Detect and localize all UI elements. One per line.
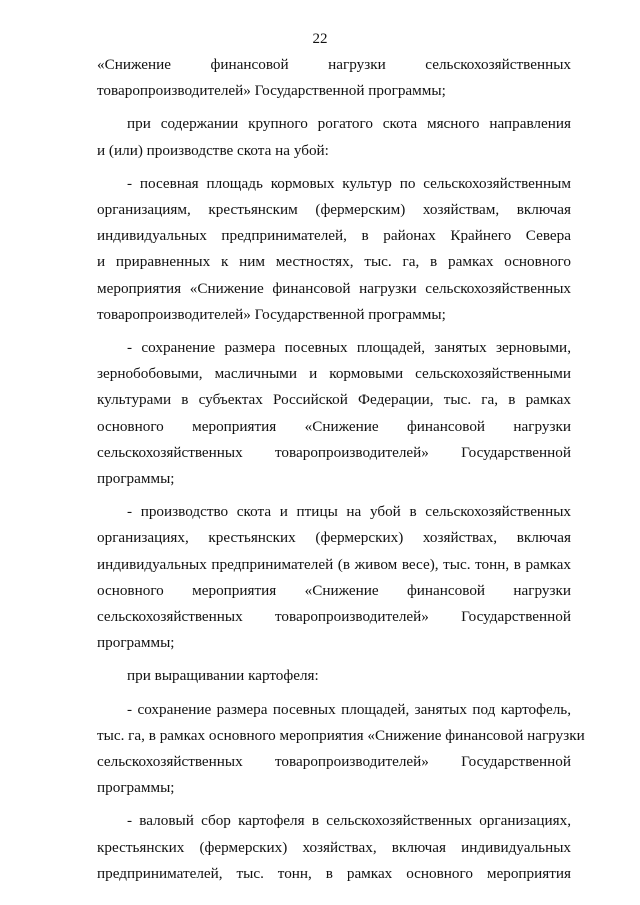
text-line: программы; [97,470,175,488]
paragraph-gap [97,164,571,171]
text-line: культурами в субъектах Российской Федерации, тыс. га, в рамках [97,391,571,409]
text-line: крестьянских (фермерских) хозяйствах, включая индивидуальных [97,838,571,856]
text-line: товаропроизводителей» Государственной программы; [97,82,446,100]
text-line: - сохранение размера посевных площадей, занятых зерновыми, [127,339,571,357]
paragraph-gap [97,492,571,499]
text-line: при содержании крупного рогатого скота мясного направления [127,115,571,133]
text-line: и (или) производстве скота на убой: [97,141,329,159]
paragraph-gap [97,801,571,808]
text-line: основного мероприятия «Снижение финансовой нагрузки [97,417,571,435]
text-line: тыс. га, в рамках основного мероприятия «Снижение финансовой нагрузки [97,726,585,744]
paragraph-gap [97,656,571,663]
text-line: сельскохозяйственных товаропроизводителей» Государственной [97,608,571,626]
document-body [97,52,585,887]
paragraph [97,697,585,802]
paragraph-gap [97,104,571,111]
text-line: организациях, крестьянских (фермерских) хозяйствах, включая [97,529,571,547]
paragraph-gap [97,328,571,335]
text-line: программы; [97,634,175,652]
text-line: «Снижение финансовой нагрузки сельскохозяйственных [97,56,571,73]
text-line: зернобобовыми, масличными и кормовыми сельскохозяйственными [97,365,571,383]
text-line: предпринимателей, тыс. тонн, в рамках основного мероприятия [97,864,571,882]
paragraph [97,808,571,887]
text-line: - сохранение размера посевных площадей, занятых под картофель, [127,700,571,718]
text-line: сельскохозяйственных товаропроизводителей» Государственной [97,753,571,771]
paragraph [97,499,571,656]
text-line: программы; [97,779,175,797]
paragraph [97,171,571,328]
paragraph [97,111,571,163]
text-line: сельскохозяйственных товаропроизводителей» Государственной [97,443,571,461]
text-line: - посевная площадь кормовых культур по сельскохозяйственным [127,174,571,192]
text-line: индивидуальных предпринимателей, в районах Крайнего Севера [97,227,571,245]
paragraph [97,52,571,104]
text-line: основного мероприятия «Снижение финансовой нагрузки [97,581,571,599]
paragraph [97,335,571,492]
text-line: мероприятия «Снижение финансовой нагрузки сельскохозяйственных [97,279,571,297]
text-line: при выращивании картофеля: [127,667,319,685]
text-line: - производство скота и птицы на убой в сельскохозяйственных [127,503,571,521]
paragraph-gap [97,690,571,697]
text-line: товаропроизводителей» Государственной программы; [97,305,446,323]
text-line: - валовый сбор картофеля в сельскохозяйственных организациях, [127,812,571,830]
text-line: организациям, крестьянским (фермерским) хозяйствам, включая [97,201,571,219]
text-line: и приравненных к ним местностях, тыс. га, в рамках основного [97,253,571,271]
paragraph [97,663,571,689]
page-number: 22 [312,31,328,47]
text-line: индивидуальных предпринимателей (в живом весе), тыс. тонн, в рамках [97,555,571,573]
